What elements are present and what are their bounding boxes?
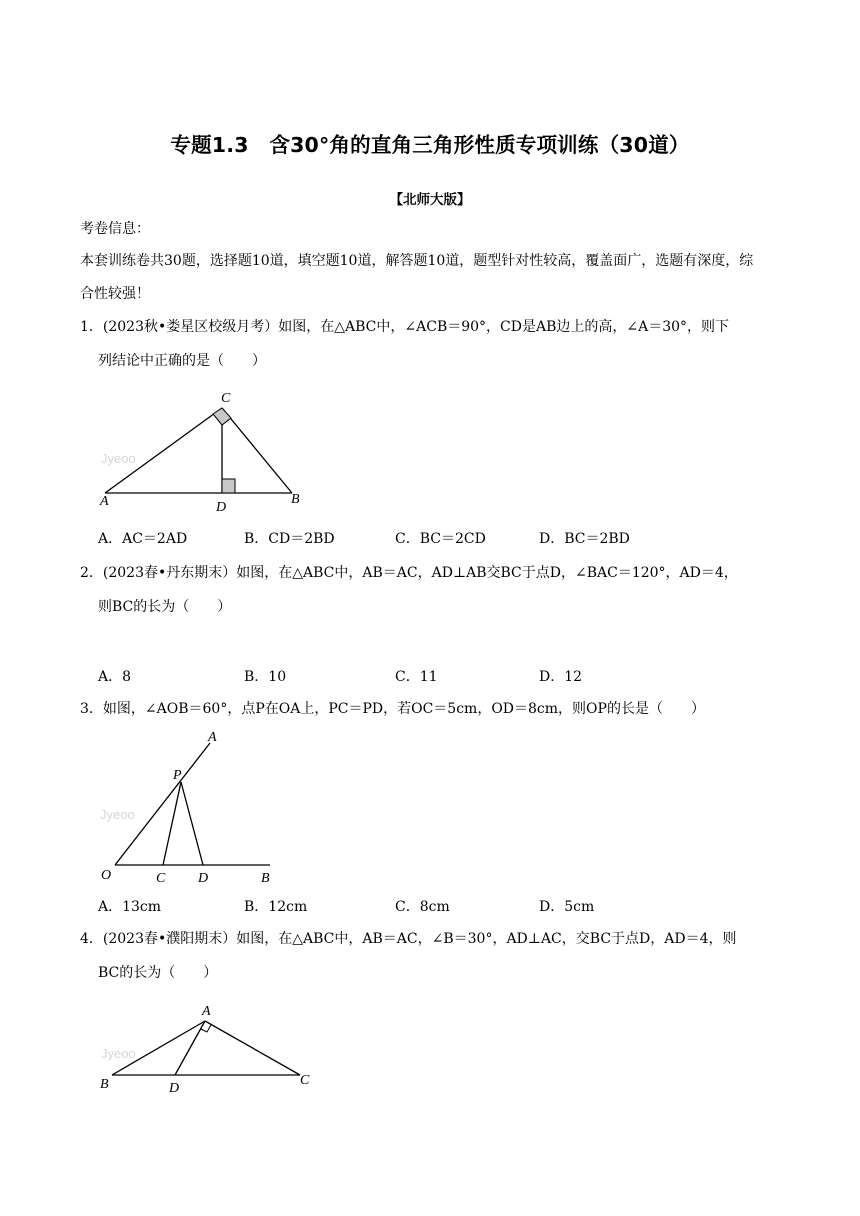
edition-label: 【北师大版】 xyxy=(389,192,471,208)
q1-watermark: Jyeoo xyxy=(101,451,136,466)
q4-figure xyxy=(95,1000,325,1100)
q3-label-o: O xyxy=(101,868,112,883)
q1-option-c[interactable]: C．BC＝2CD xyxy=(395,531,486,547)
q1-label-c: C xyxy=(221,391,231,406)
q1-line-1: 1．(2023秋•娄星区校级月考）如图，在△ABC中，∠ACB＝90°，CD是AB边上的高，∠A＝30°，则下 xyxy=(80,319,730,335)
q3-figure xyxy=(98,727,298,887)
q2-line-1: 2．(2023春•丹东期末）如图，在△ABC中，AB＝AC，AD⊥AB交BC于点D，∠BAC＝120°，AD＝4， xyxy=(80,565,738,581)
q3-label-b: B xyxy=(261,871,270,886)
q3-label-a: A xyxy=(208,730,217,745)
q1-figure xyxy=(95,385,315,515)
q3-option-b[interactable]: B．12cm xyxy=(244,899,308,915)
q4-label-d: D xyxy=(169,1081,180,1096)
q2-option-b[interactable]: B．10 xyxy=(244,669,287,685)
q2-option-a[interactable]: A．8 xyxy=(98,669,132,685)
q4-label-b: B xyxy=(100,1077,109,1092)
q2-option-c[interactable]: C．11 xyxy=(395,669,438,685)
info-line-2: 合性较强！ xyxy=(80,286,150,302)
q1-label-a: A xyxy=(100,494,109,509)
q4-label-a: A xyxy=(202,1004,211,1019)
q3-label-p: P xyxy=(173,768,182,783)
q3-watermark: Jyeoo xyxy=(100,807,135,822)
q1-option-a[interactable]: A．AC＝2AD xyxy=(98,531,188,547)
q2-line-2: 则BC的长为（ ） xyxy=(98,599,232,615)
q1-label-b: B xyxy=(291,492,300,507)
q3-option-a[interactable]: A．13cm xyxy=(98,899,162,915)
q4-watermark: Jyeoo xyxy=(101,1046,136,1061)
q1-line-2: 列结论中正确的是（ ） xyxy=(98,353,266,369)
info-line-1: 本套训练卷共30题，选择题10道，填空题10道，解答题10道，题型针对性较高，覆盖面广，选题有深度，综 xyxy=(80,253,754,269)
q4-line-2: BC的长为（ ） xyxy=(98,965,218,981)
q3-option-d[interactable]: D．5cm xyxy=(539,899,595,915)
q4-line-1: 4．(2023春•濮阳期末）如图，在△ABC中，AB＝AC，∠B＝30°，AD⊥AC，交BC于点D，AD＝4，则 xyxy=(80,931,737,947)
q4-label-c: C xyxy=(300,1073,310,1088)
q3-label-d: D xyxy=(198,871,209,886)
info-heading: 考卷信息： xyxy=(80,221,150,237)
page-title: 专题1.3 含30°角的直角三角形性质专项训练（30道） xyxy=(170,133,690,157)
q1-option-b[interactable]: B．CD＝2BD xyxy=(244,531,335,547)
q3-label-c: C xyxy=(156,871,166,886)
q3-line-1: 3．如图，∠AOB＝60°，点P在OA上，PC＝PD，若OC＝5cm，OD＝8cm，则OP的长是（ ） xyxy=(80,701,705,717)
q1-option-d[interactable]: D．BC＝2BD xyxy=(539,531,630,547)
q2-option-d[interactable]: D．12 xyxy=(539,669,583,685)
q1-label-d: D xyxy=(216,500,227,515)
q3-option-c[interactable]: C．8cm xyxy=(395,899,450,915)
